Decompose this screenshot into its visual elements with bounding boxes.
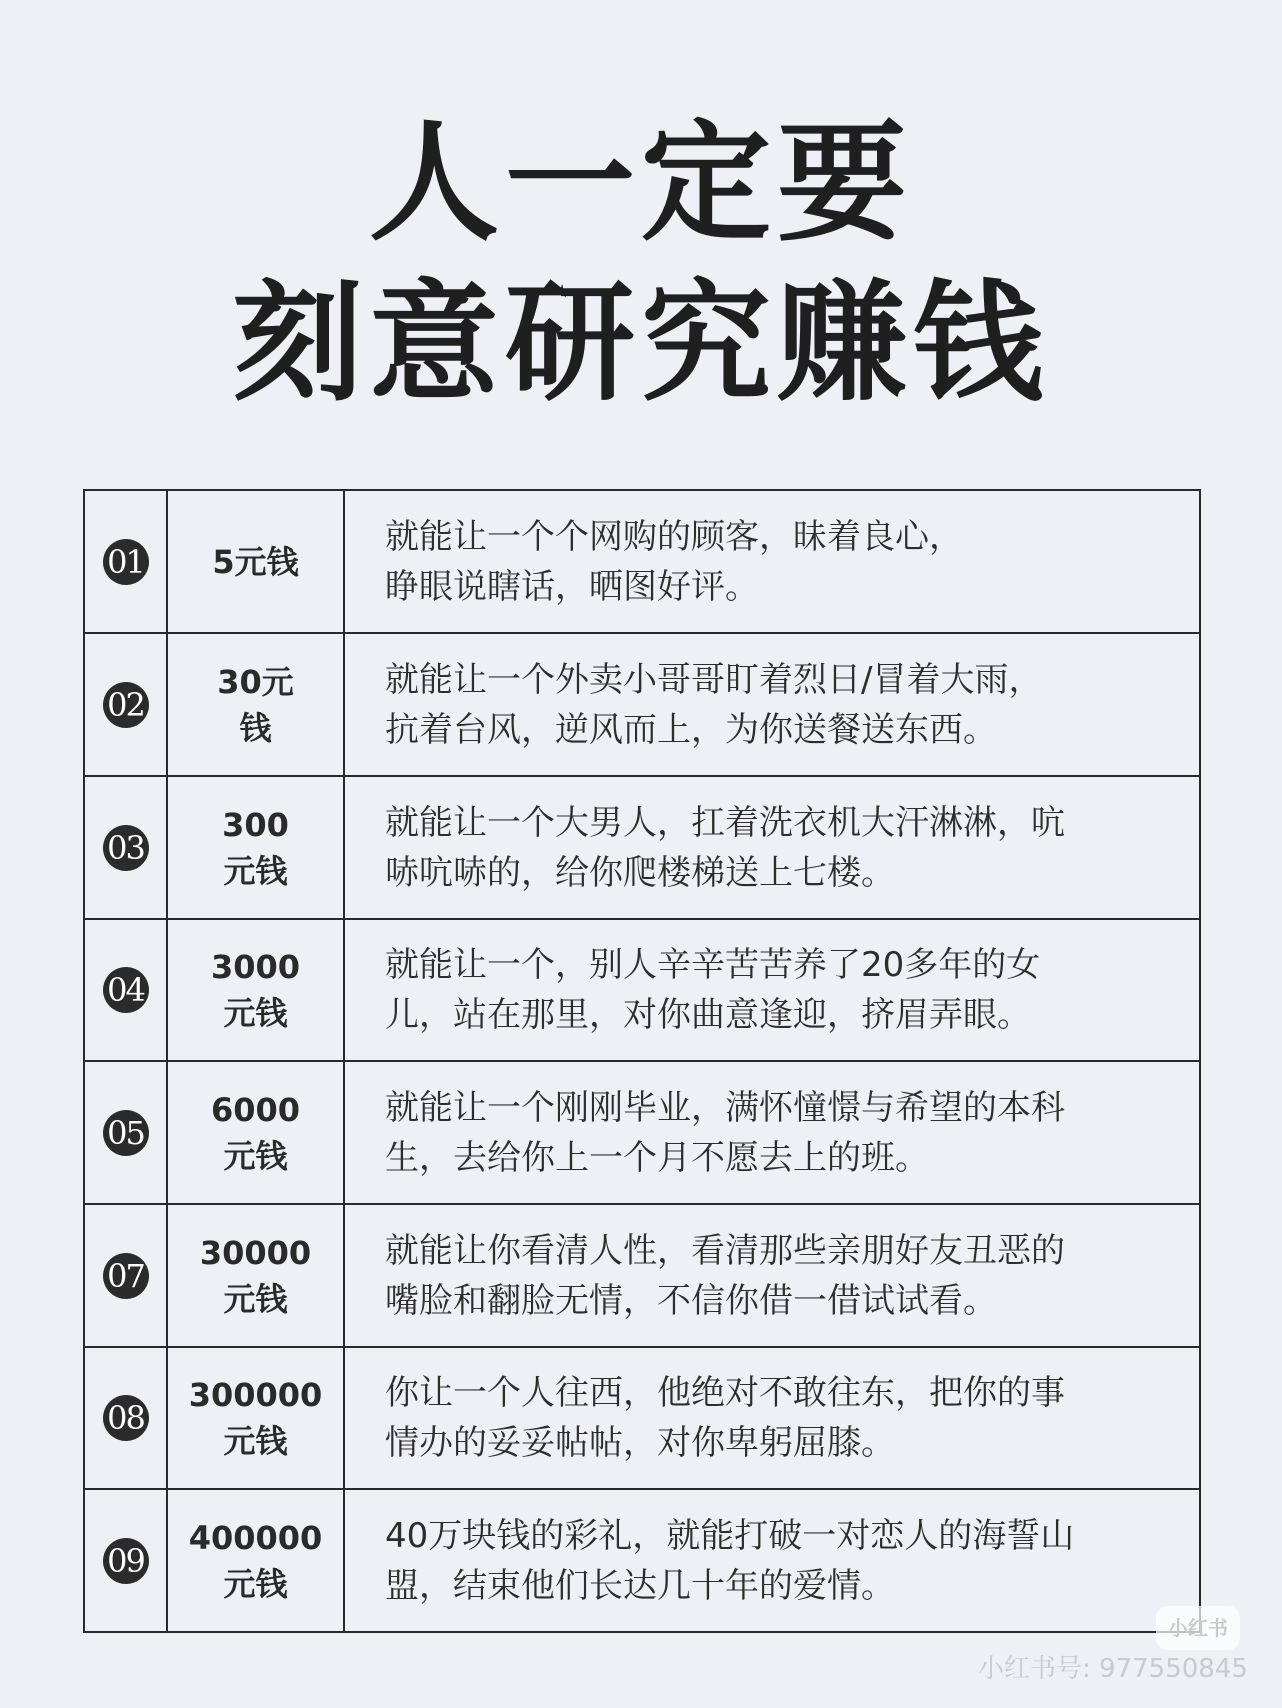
amount-text: 300 <box>222 805 289 844</box>
description-line: 哧吭哧的，给你爬楼梯送上七楼。 <box>385 852 895 893</box>
description-cell <box>344 633 1200 776</box>
amount-text: 6000 <box>210 1090 301 1129</box>
watermark-account-id: 小红书号: 977550845 <box>978 1654 1248 1684</box>
amount-cell <box>167 1204 344 1347</box>
table-row <box>84 1489 1200 1632</box>
description-line: 生，去给你上一个月不愿去上的班。 <box>385 1137 929 1178</box>
row-number-badge: 03 <box>103 825 149 871</box>
table-row <box>84 776 1200 919</box>
amount-cell <box>167 633 344 776</box>
row-number-cell <box>84 776 167 919</box>
row-number-cell <box>84 490 167 633</box>
description-line: 你让一个人往西，他绝对不敢往东，把你的事 <box>385 1373 1065 1413</box>
description-line: 40万块钱的彩礼，就能打破一对恋人的海誓山 <box>385 1515 1075 1556</box>
row-number-badge: 02 <box>103 682 149 728</box>
amount-cell <box>167 919 344 1061</box>
amount-text: 300000 <box>188 1376 323 1414</box>
amount-text: 元钱 <box>223 1422 288 1460</box>
description-line: 就能让你看清人性，看清那些亲朋好友丑恶的 <box>385 1230 1065 1271</box>
row-number-badge: 05 <box>103 1110 149 1156</box>
amount-cell <box>167 1489 344 1632</box>
amount-text: 元钱 <box>223 1279 288 1318</box>
row-number-cell <box>84 919 167 1061</box>
table-row <box>84 1061 1200 1204</box>
row-number-cell <box>84 1061 167 1204</box>
table-row <box>84 919 1200 1061</box>
row-number-cell <box>84 1489 167 1632</box>
description-cell <box>344 490 1200 633</box>
page-title-line-2: 刻意研究赚钱 <box>232 267 1049 419</box>
description-cell <box>344 1489 1200 1632</box>
row-number-cell <box>84 633 167 776</box>
row-number-badge: 08 <box>103 1395 149 1441</box>
amount-text: 元钱 <box>223 1564 288 1603</box>
amount-cell <box>167 1347 344 1489</box>
row-number-cell <box>84 1204 167 1347</box>
description-cell <box>344 1061 1200 1204</box>
amount-cell <box>167 1061 344 1204</box>
xiaohongshu-logo: 小红书 <box>1156 1606 1240 1650</box>
table-row <box>84 490 1200 633</box>
description-cell <box>344 1347 1200 1489</box>
amount-text: 30000 <box>199 1233 312 1272</box>
amount-text: 元钱 <box>223 994 288 1032</box>
table-row <box>84 1347 1200 1489</box>
description-line: 就能让一个刚刚毕业，满怀憧憬与希望的本科 <box>385 1087 1065 1128</box>
description-line: 儿，站在那里，对你曲意逢迎，挤眉弄眼。 <box>385 995 1031 1035</box>
description-line: 就能让一个大男人，扛着洗衣机大汗淋淋，吭 <box>385 802 1065 843</box>
description-line: 盟，结束他们长达几十年的爱情。 <box>385 1565 895 1606</box>
amount-text: 元钱 <box>223 851 288 890</box>
row-number-badge: 07 <box>103 1253 149 1299</box>
description-line: 就能让一个个网购的顾客，昧着良心， <box>385 516 963 557</box>
amount-cell <box>167 490 344 633</box>
row-number-badge: 01 <box>103 539 149 585</box>
amount-text: 400000 <box>188 1518 323 1557</box>
description-cell <box>344 776 1200 919</box>
description-cell <box>344 919 1200 1061</box>
table-row <box>84 1204 1200 1347</box>
page-title-line-1: 人一定要 <box>368 107 913 259</box>
description-line: 情办的妥妥帖帖，对你卑躬屈膝。 <box>385 1423 895 1463</box>
amount-cell <box>167 776 344 919</box>
amount-text: 钱 <box>239 708 272 747</box>
description-cell <box>344 1204 1200 1347</box>
price-table <box>83 489 1201 1633</box>
description-line: 就能让一个，别人辛辛苦苦养了20多年的女 <box>385 945 1041 985</box>
table-row <box>84 633 1200 776</box>
amount-text: 元钱 <box>223 1136 288 1175</box>
amount-text: 5元钱 <box>212 542 299 581</box>
description-line: 嘴脸和翻脸无情，不信你借一借试试看。 <box>385 1280 997 1321</box>
description-line: 睁眼说瞎话，晒图好评。 <box>385 566 759 607</box>
row-number-badge: 04 <box>103 967 149 1013</box>
amount-text: 3000 <box>210 948 301 986</box>
amount-text: 30元 <box>217 662 294 701</box>
row-number-badge: 09 <box>103 1538 149 1584</box>
row-number-cell <box>84 1347 167 1489</box>
description-line: 就能让一个外卖小哥哥盯着烈日/冒着大雨， <box>385 659 1043 700</box>
description-line: 抗着台风，逆风而上，为你送餐送东西。 <box>385 709 997 750</box>
